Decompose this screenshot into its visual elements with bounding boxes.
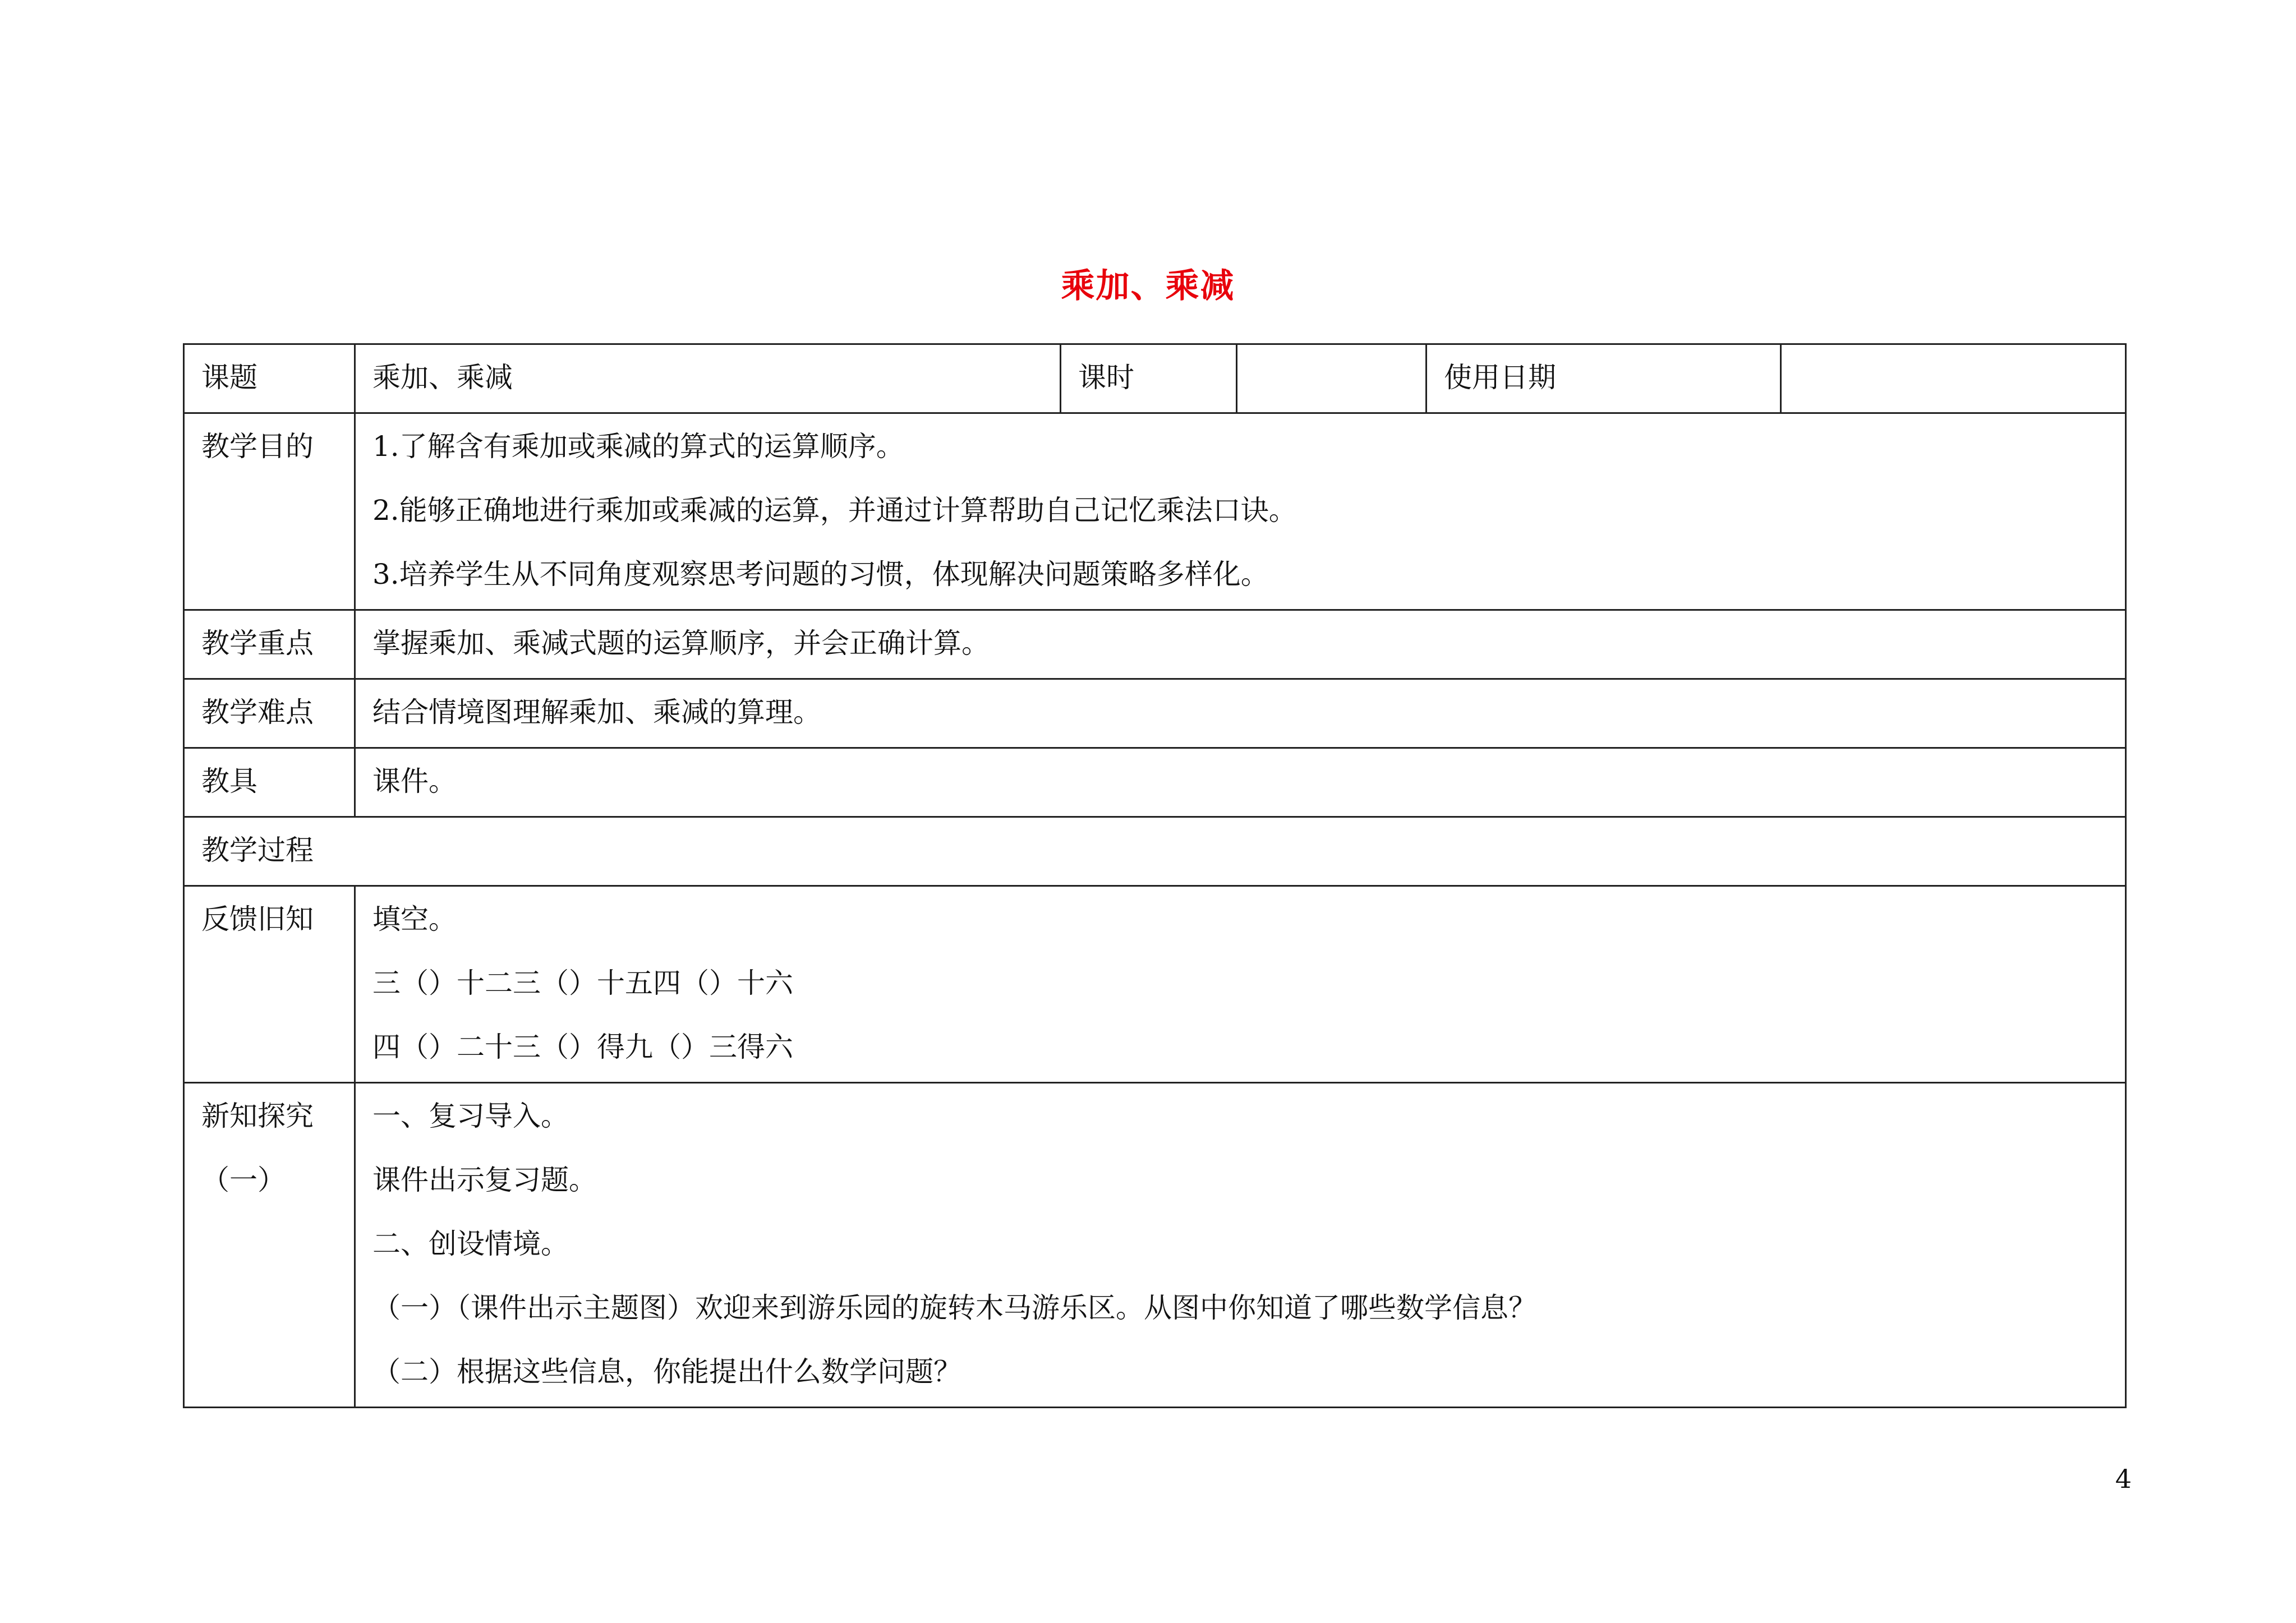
date-value xyxy=(1781,344,2126,413)
process-row xyxy=(184,817,2126,886)
hours-label: 课时 xyxy=(1061,344,1237,413)
objectives-content xyxy=(355,413,2126,610)
date-label: 使用日期 xyxy=(1427,344,1781,413)
objective-line: 3.培养学生从不同角度观察思考问题的习惯，体现解决问题策略多样化。 xyxy=(372,558,1269,591)
explore-line: 一、复习导入。 xyxy=(372,1100,569,1132)
tools-label: 教具 xyxy=(184,748,355,817)
review-line: 四（）二十三（）得九（）三得六 xyxy=(372,1031,793,1063)
hours-value xyxy=(1237,344,1427,413)
review-line: 三（）十二三（）十五四（）十六 xyxy=(372,967,793,999)
page-number: 4 xyxy=(2115,1464,2132,1494)
difficulty-text: 结合情境图理解乘加、乘减的算理。 xyxy=(355,679,2126,748)
tools-text: 课件。 xyxy=(355,748,2126,817)
topic-value: 乘加、乘减 xyxy=(355,344,1061,413)
header-row xyxy=(184,344,2126,413)
objectives-label: 教学目的 xyxy=(184,413,355,610)
explore-line: （二）根据这些信息，你能提出什么数学问题？ xyxy=(372,1355,961,1388)
explore-line: 二、创设情境。 xyxy=(372,1228,569,1260)
review-content xyxy=(355,886,2126,1083)
difficulty-row xyxy=(184,679,2126,748)
topic-label: 课题 xyxy=(184,344,355,413)
objectives-row xyxy=(184,413,2126,610)
process-label: 教学过程 xyxy=(184,817,2126,886)
objective-line: 2.能够正确地进行乘加或乘减的运算，并通过计算帮助自己记忆乘法口诀。 xyxy=(372,494,1297,527)
difficulty-label: 教学难点 xyxy=(184,679,355,748)
tools-row xyxy=(184,748,2126,817)
explore-line: 课件出示复习题。 xyxy=(372,1164,597,1196)
review-label: 反馈旧知 xyxy=(184,886,355,1083)
review-line: 填空。 xyxy=(372,903,457,935)
explore-line: （一）（课件出示主题图）欢迎来到游乐园的旋转木马游乐区。从图中你知道了哪些数学信息？ xyxy=(372,1292,1536,1324)
objective-line: 1.了解含有乘加或乘减的算式的运算顺序。 xyxy=(372,430,904,463)
explore-label-line: 新知探究 xyxy=(201,1100,314,1132)
explore-row xyxy=(184,1083,2126,1408)
key-point-label: 教学重点 xyxy=(184,610,355,679)
review-row xyxy=(184,886,2126,1083)
key-point-text: 掌握乘加、乘减式题的运算顺序，并会正确计算。 xyxy=(355,610,2126,679)
document-title: 乘加、乘减 xyxy=(1061,266,1235,306)
key-point-row xyxy=(184,610,2126,679)
lesson-plan-table xyxy=(183,343,2127,1408)
explore-content xyxy=(355,1083,2126,1408)
explore-label-line: （一） xyxy=(201,1164,286,1196)
explore-label xyxy=(184,1083,355,1408)
